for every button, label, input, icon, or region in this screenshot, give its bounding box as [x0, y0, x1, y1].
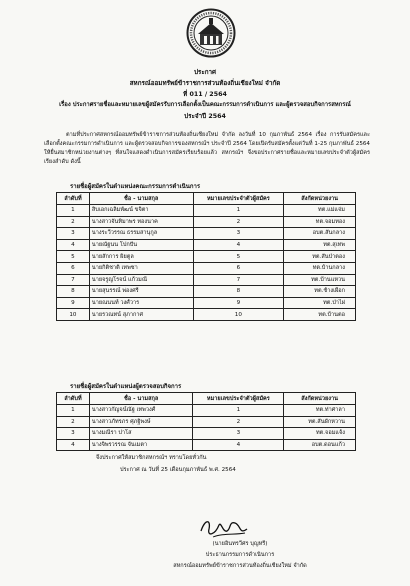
table-row [57, 239, 356, 251]
table-row [57, 439, 356, 451]
cell-order: 10 [57, 309, 90, 321]
cell-number: 1 [193, 205, 284, 217]
col-header-unit: สังกัดหน่วยงาน [284, 193, 356, 205]
table-row [57, 416, 356, 428]
cell-name: นายณัฐนน โปกปัน [89, 239, 193, 251]
cell-order: 2 [57, 216, 90, 228]
cell-number: 5 [193, 251, 284, 263]
intro-paragraph: ตามที่ประกาศสหกรณ์ออมทรัพย์ข้าราชการส่วนท้องถิ่นเชียงใหม่ จำกัด ลงวันที่ 10 กุมภาพันธ์ 2564 เรื่อง การรับสมัครและเลือกตั้งคณะกรรมการดำเนินการ และผู้ตรวจสอบกิจการของสหกรณ์ฯ ประจำปี 2564 โดยเปิดรับสมัครตั้งแต่วันที่ 1-25 กุมภาพันธ์ 2564 ให้ยื่นสมาชิกหน่วยงานต่างๆ ที่สนใจแสดงดำเนินการสมัครเรียบร้อยแล้ว สหกรณ์ฯ จึงขอประกาศรายชื่อและหมายเลขประจำตัวผู้สมัครเรียงลำดับ ดังนี้ [44, 132, 370, 165]
signer-title: ประธานกรรมการดำเนินการ [205, 552, 275, 558]
table-row [57, 297, 356, 309]
cell-name: สิบเอกเฉลิมพัฒน์ ขจิตา [89, 205, 193, 217]
cell-unit: ทต.ป่าไผ่ [284, 297, 356, 309]
cell-name: นางจิพรวรรณ จันเมตา [89, 439, 193, 451]
cell-number: 1 [193, 405, 284, 417]
signature [195, 513, 255, 543]
cell-name: นายณนนท์ วงศ์วาร [89, 297, 193, 309]
table-header-row [57, 193, 356, 205]
cell-name: นายรวณทน์ สุภากาศ [89, 309, 193, 321]
cell-unit: ทต.สันผักหวาน [284, 416, 356, 428]
cell-name: นายกิติชาติ เทพชา [89, 262, 193, 274]
doc-subject: เรื่อง ประกาศรายชื่อและหมายเลขผู้สมัครรับการเลือกตั้งเป็นคณะกรรมการดำเนินการ และผู้ตรวจสอบกิจการสหกรณ์ [59, 102, 351, 108]
cell-unit: ทต.จอมแจ้ง [284, 428, 356, 440]
cell-unit: อบต.ดอนแก้ว [284, 439, 356, 451]
cell-number: 9 [193, 297, 284, 309]
cell-unit: ทต.แม่แจ่ม [284, 205, 356, 217]
cell-number: 3 [193, 228, 284, 240]
table-row [57, 428, 356, 440]
cell-order: 3 [57, 428, 90, 440]
col-header-name: ชื่อ - นามสกุล [89, 393, 193, 405]
cell-unit: ทต.บ้านตอ [284, 309, 356, 321]
auditor-candidates-table [56, 392, 356, 451]
announce-date: ประกาศ ณ วันที่ 25 เดือนกุมภาพันธ์ พ.ศ. 2564 [120, 467, 236, 473]
cell-number: 4 [193, 439, 284, 451]
table-header-row [57, 393, 356, 405]
table-row [57, 216, 356, 228]
cell-name: นางสาวกัญจน์ณัฐ เทพวงศ์ [89, 405, 193, 417]
table-row [57, 251, 356, 263]
table-row [57, 262, 356, 274]
cell-unit: ทต.สันป่าตอง [284, 251, 356, 263]
doc-year: ประจำปี 2564 [184, 113, 226, 120]
table-row [57, 228, 356, 240]
cell-name: นายจรูญโรจน์ แก้วมณี [89, 274, 193, 286]
cell-number: 3 [193, 428, 284, 440]
cell-number: 7 [193, 274, 284, 286]
col-header-number: หมายเลขประจำตัวผู้สมัคร [193, 393, 284, 405]
cell-unit: ทต.บ้านกลาง [284, 262, 356, 274]
table2-label: รายชื่อผู้สมัครในตำแหน่งผู้ตรวจสอบกิจการ [70, 383, 182, 390]
cooperative-seal-logo [186, 8, 236, 58]
signer-org: สหกรณ์ออมทรัพย์ข้าราชการส่วนท้องถิ่นเชียงใหม่ จำกัด [173, 563, 307, 569]
cell-order: 5 [57, 251, 90, 263]
cell-unit: ทต.ท่าศาลา [284, 405, 356, 417]
col-header-name: ชื่อ - นามสกุล [89, 193, 193, 205]
cell-unit: ทต.บ้านแหวน [284, 274, 356, 286]
signer-name: (นายอินทรวีศร บุญหรี) [212, 541, 268, 547]
cell-number: 6 [193, 262, 284, 274]
col-header-order: ลำดับที่ [57, 393, 90, 405]
cell-order: 3 [57, 228, 90, 240]
cell-unit: ทต.สุเทพ [284, 239, 356, 251]
cell-unit: อบต.สันกลาง [284, 228, 356, 240]
col-header-number: หมายเลขประจำตัวผู้สมัคร [193, 193, 284, 205]
cell-name: นางสาวภัทรภร ศุภฐิพงษ์ [89, 416, 193, 428]
cell-order: 1 [57, 205, 90, 217]
board-candidates-table [56, 192, 356, 321]
table-row [57, 405, 356, 417]
table1-label: รายชื่อผู้สมัครในตำแหน่งคณะกรรมการดำเนินการ [70, 183, 201, 190]
org-name: สหกรณ์ออมทรัพย์ข้าราชการส่วนท้องถิ่นเชียงใหม่ จำกัด [129, 80, 281, 87]
table-row [57, 309, 356, 321]
cell-name: นายสักการ ผิยตูล [89, 251, 193, 263]
cell-unit: ทต.ช้างเผือก [284, 286, 356, 298]
cell-name: นางสาวจันทิมาพร ทองนาค [89, 216, 193, 228]
cell-order: 4 [57, 239, 90, 251]
doc-title: ประกาศ [193, 69, 217, 76]
closing-notice: จึงประกาศให้สมาชิกสหกรณ์ฯ ทราบโดยทั่วกัน [96, 455, 207, 461]
cell-order: 4 [57, 439, 90, 451]
cell-number: 2 [193, 416, 284, 428]
cell-order: 6 [57, 262, 90, 274]
table-row [57, 286, 356, 298]
cell-order: 9 [57, 297, 90, 309]
table-row [57, 205, 356, 217]
cell-number: 2 [193, 216, 284, 228]
cell-number: 4 [193, 239, 284, 251]
cell-number: 10 [193, 309, 284, 321]
doc-number: ที่ 011 / 2564 [183, 91, 227, 98]
cell-order: 1 [57, 405, 90, 417]
cell-name: นางระวีวรรณ ธรรมสานุกูล [89, 228, 193, 240]
cell-name: นางมณีรา ปาโส [89, 428, 193, 440]
cell-name: นายสุนรรณ์ พ่องศรี [89, 286, 193, 298]
cell-order: 8 [57, 286, 90, 298]
cell-number: 8 [193, 286, 284, 298]
col-header-order: ลำดับที่ [57, 193, 90, 205]
cell-order: 7 [57, 274, 90, 286]
table-row [57, 274, 356, 286]
cell-order: 2 [57, 416, 90, 428]
cell-unit: ทต.จอมทอง [284, 216, 356, 228]
col-header-unit: สังกัดหน่วยงาน [284, 393, 356, 405]
